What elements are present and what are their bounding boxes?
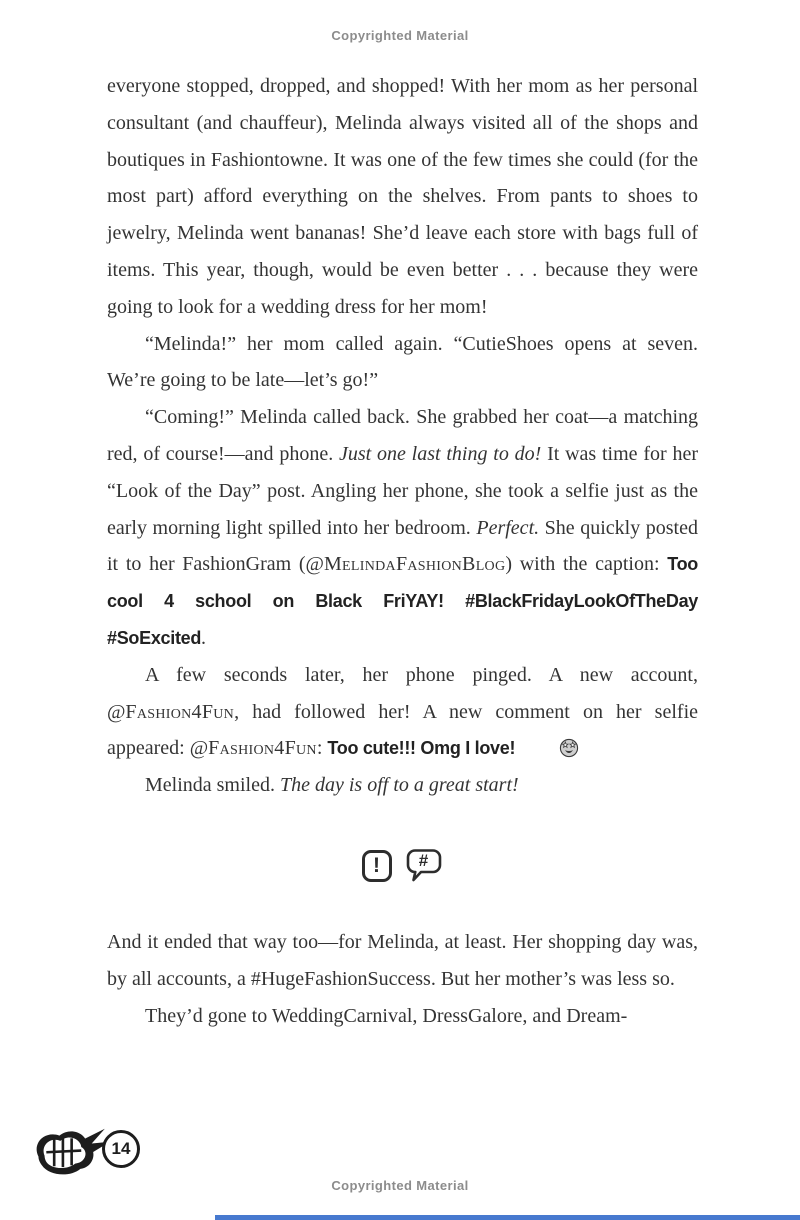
copyright-notice-bottom: Copyrighted Material bbox=[331, 1178, 469, 1193]
bottom-blue-edge bbox=[215, 1215, 800, 1220]
paragraph-3 bbox=[107, 399, 698, 657]
page-number-badge: 14 bbox=[102, 1130, 140, 1168]
text-run: , had followed her! A new comment on her selfie appeared: @ bbox=[107, 700, 698, 760]
username-melindafashionblog: MelindaFashionBlog bbox=[323, 553, 506, 576]
inner-thought-italic: Just one last thing to do! bbox=[339, 442, 542, 465]
text-run: “Coming!” Melinda called back. She grabbed her coat—a matching red, of course!—and phone. bbox=[107, 406, 698, 465]
hashtag-bubble-icon bbox=[406, 848, 444, 884]
copyright-notice-top: Copyrighted Material bbox=[331, 28, 469, 43]
text-run: . bbox=[201, 626, 207, 649]
text-run: A few seconds later, her phone pinged. A new account, @ bbox=[107, 663, 698, 723]
hashtag-glyph: # bbox=[418, 851, 429, 871]
username-fashion4fun: Fashion4Fun bbox=[208, 737, 317, 760]
scene-divider bbox=[107, 848, 698, 884]
inner-thought-italic: The day is off to a great start! bbox=[279, 774, 519, 797]
paragraph-7: They’d gone to WeddingCarnival, DressGalore, and Dream- bbox=[145, 1004, 628, 1027]
page-text bbox=[107, 68, 698, 1034]
text-run: She quickly posted it to her FashionGram (@ bbox=[107, 516, 698, 576]
social-caption-bold: Too cool 4 school on Black FriYAY! #BlackFridayLookOfTheDay #SoExcited bbox=[107, 554, 698, 648]
paragraph-5 bbox=[107, 767, 698, 804]
paragraph-4 bbox=[107, 657, 698, 767]
text-run: It was time for her “Look of the Day” post. Angling her phone, she took a selfie just as the early morning light spilled into her bedroom. bbox=[107, 442, 698, 539]
star-struck-emoji-icon bbox=[521, 734, 541, 754]
username-fashion4fun: Fashion4Fun bbox=[125, 700, 235, 723]
inner-thought-italic: Perfect. bbox=[476, 516, 540, 539]
text-run: Melinda smiled. bbox=[145, 774, 280, 797]
exclamation-icon bbox=[362, 850, 392, 882]
social-comment-bold: Too cute!!! Omg I love! bbox=[327, 738, 516, 759]
text-run: : bbox=[316, 737, 328, 760]
text-run: ) with the caption: bbox=[505, 553, 668, 576]
paragraph-2: “Melinda!” her mom called again. “CutieShoes opens at seven. We’re going to be late—let’s go!” bbox=[107, 332, 698, 392]
paragraph-6: And it ended that way too—for Melinda, at least. Her shopping day was, by all accounts, a #HugeFashionSuccess. But her mother’s was less so. bbox=[107, 930, 698, 990]
exclamation-glyph: ! bbox=[373, 854, 380, 878]
paragraph-1: everyone stopped, dropped, and shopped! With her mom as her personal consultant (and chauffeur), Melinda always visited all of the shops and boutiques in Fashiontowne. It was one of the few times she could (for the most part) afford everything on the shelves. From pants to shoes to jewelry, Melinda went bananas! She’d leave each store with bags full of items. This year, though, would be even better . . . because they were going to look for a wedding dress for her mom! bbox=[107, 75, 698, 318]
